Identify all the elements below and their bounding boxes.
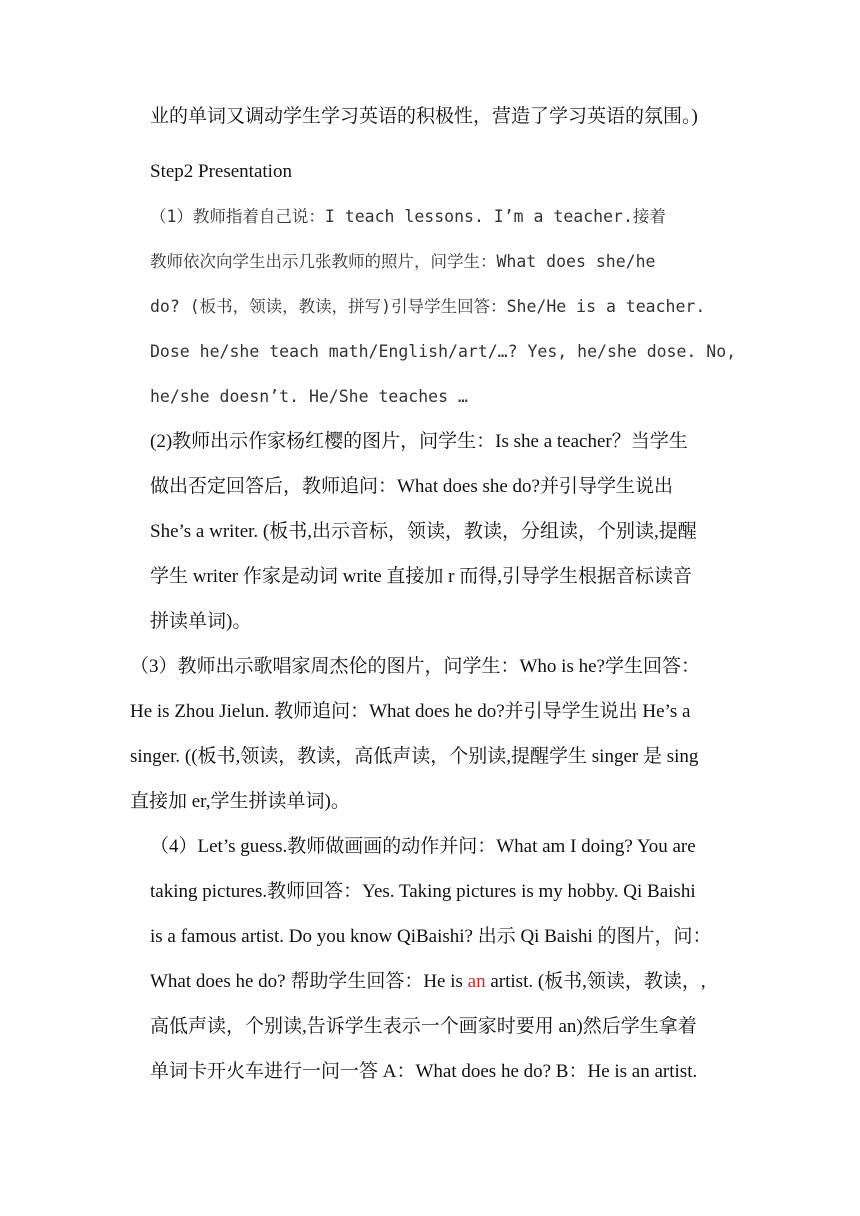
text-segment: What does he do? 帮助学生回答：He is [150, 971, 468, 992]
text-line: （3）教师出示歌唱家周杰伦的图片，问学生：Who is he?学生回答： [130, 656, 700, 677]
text-line: do? (板书，领读，教读，拼写)引导学生回答：She/He is a teacher. [150, 297, 706, 316]
text-line: is a famous artist. Do you know QiBaishi? 出示 Qi Baishi 的图片，问： [150, 926, 712, 947]
text-line: he/she doesn’t. He/She teaches … [150, 387, 468, 406]
text-line: 学生 writer 作家是动词 write 直接加 r 而得,引导学生根据音标读音 [150, 566, 692, 587]
text-line: （4）Let’s guess.教师做画画的动作并问：What am I doing? You are [150, 836, 696, 857]
text-line: （1）教师指着自己说：I teach lessons. I’m a teacher.接着 [150, 207, 666, 226]
text-line: 业的单词又调动学生学习英语的积极性，营造了学习英语的氛围。) [150, 106, 698, 127]
highlighted-word: an [467, 971, 486, 992]
text-line-artist [150, 969, 706, 995]
section-heading: Step2 Presentation [150, 161, 292, 182]
text-segment: artist. (板书,领读，教读，, [485, 971, 706, 992]
text-line: 高低声读，个别读,告诉学生表示一个画家时要用 an)然后学生拿着 [150, 1016, 697, 1037]
text-line: singer. ((板书,领读，教读，高低声读，个别读,提醒学生 singer 是 sing [130, 746, 699, 767]
text-line: Dose he/she teach math/English/art/…? Yes, he/she dose. No, [150, 342, 737, 361]
text-line: taking pictures.教师回答：Yes. Taking pictures is my hobby. Qi Baishi [150, 881, 696, 902]
text-line: 拼读单词)。 [150, 611, 252, 632]
text-line: 直接加 er,学生拼读单词)。 [130, 791, 350, 812]
text-line: 单词卡开火车进行一问一答 A：What does he do? B：He is an artist. [150, 1061, 698, 1082]
text-line: (2)教师出示作家杨红樱的图片，问学生：Is she a teacher？当学生 [150, 431, 688, 452]
text-line: 做出否定回答后，教师追问：What does she do?并引导学生说出 [150, 476, 673, 497]
text-line: He is Zhou Jielun. 教师追问：What does he do?并引导学生说出 He’s a [130, 701, 691, 722]
text-line: She’s a writer. (板书,出示音标，领读，教读，分组读，个别读,提醒 [150, 521, 697, 542]
text-line: 教师依次向学生出示几张教师的照片，问学生：What does she/he [150, 252, 656, 271]
